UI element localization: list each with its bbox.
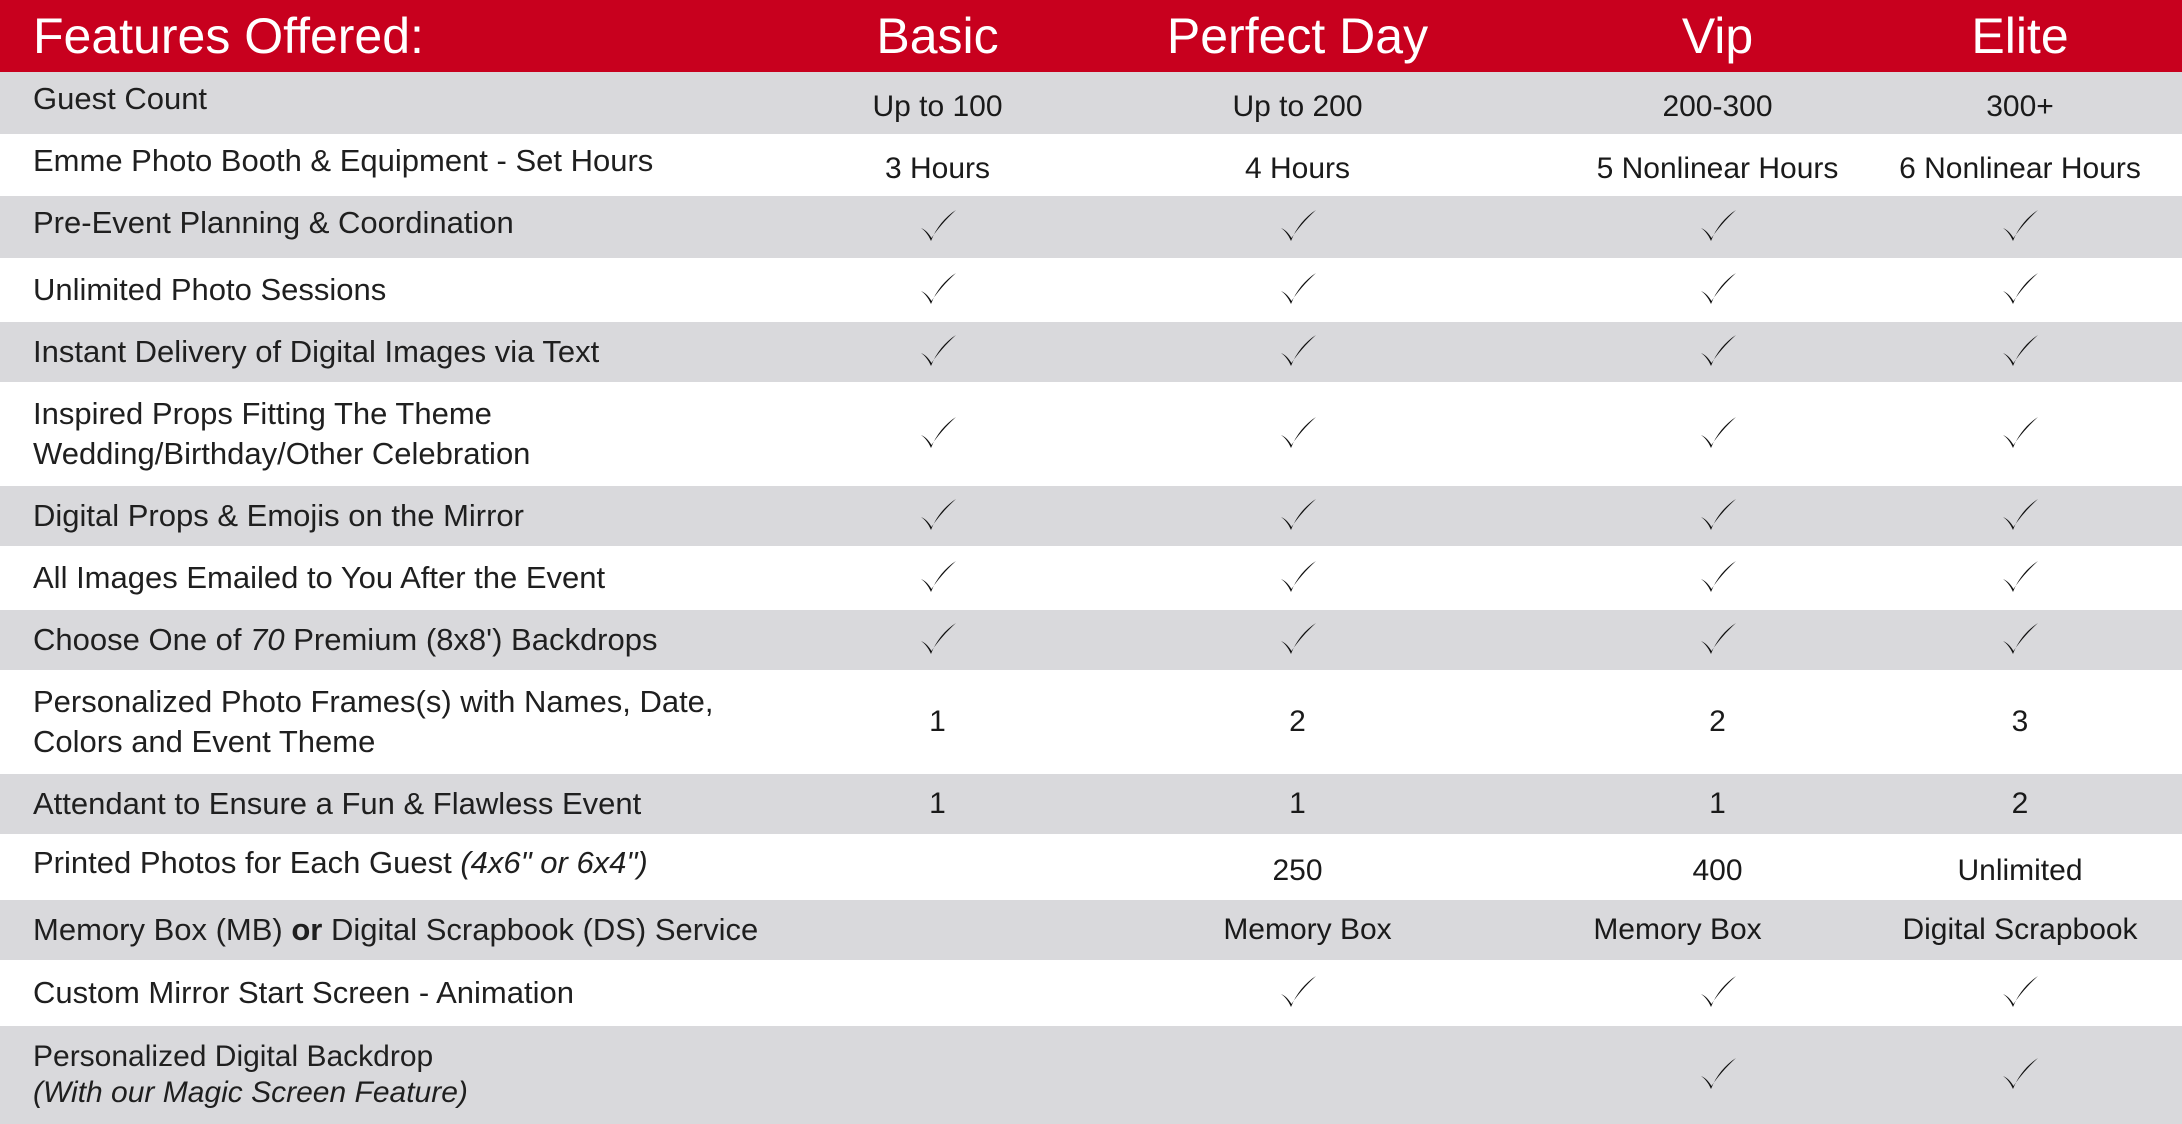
value-elite: Unlimited xyxy=(1957,854,2083,887)
value-perfect-day: 4 Hours xyxy=(1244,152,1351,185)
value-basic: 3 Hours xyxy=(884,152,991,185)
feature-label: Attendant to Ensure a Fun & Flawless Event xyxy=(33,786,642,821)
value-vip: 1 xyxy=(1709,787,1726,820)
table-row-printed xyxy=(0,834,2182,900)
feature-label: Guest Count xyxy=(33,81,208,116)
value-vip: Memory Box xyxy=(1593,913,1762,946)
check-icon xyxy=(1120,382,1475,486)
value-perfect-day: 1 xyxy=(1289,787,1306,820)
feature-label: All Images Emailed to You After the Event xyxy=(33,560,606,595)
value-elite: 2 xyxy=(2011,787,2029,820)
table-row-sessions xyxy=(0,258,2182,322)
package-elite-heading: Elite xyxy=(1971,8,2069,64)
table-row-props xyxy=(0,382,2182,486)
table-row-booth-hours xyxy=(0,134,2182,196)
check-icon xyxy=(1525,1026,1910,1124)
check-icon xyxy=(1880,486,2160,546)
check-icon xyxy=(1120,486,1475,546)
table-row-emailed xyxy=(0,546,2182,610)
check-icon xyxy=(1525,196,1910,258)
check-icon xyxy=(1120,258,1475,322)
value-elite: 3 xyxy=(2011,705,2029,738)
check-icon xyxy=(1525,546,1910,610)
value-elite: 6 Nonlinear Hours xyxy=(1899,152,2141,185)
check-icon xyxy=(800,382,1075,486)
package-basic-heading: Basic xyxy=(876,8,999,64)
feature-label-number: 70 xyxy=(250,622,285,657)
value-vip: 400 xyxy=(1692,854,1743,887)
check-icon xyxy=(1525,382,1910,486)
value-basic: 1 xyxy=(929,705,946,738)
feature-label-post: Digital Scrapbook (DS) Service xyxy=(322,912,759,947)
check-icon xyxy=(1120,960,1475,1026)
check-icon xyxy=(800,196,1075,258)
feature-label-line2: Wedding/Birthday/Other Celebration xyxy=(33,436,531,471)
table-row-backdrops xyxy=(0,610,2182,670)
check-icon xyxy=(800,486,1075,546)
feature-label-line1: Personalized Digital Backdrop xyxy=(33,1040,434,1073)
check-icon xyxy=(1525,610,1910,670)
value-perfect-day: Up to 200 xyxy=(1232,90,1363,123)
value-perfect-day: 2 xyxy=(1289,705,1306,738)
table-row-start-screen xyxy=(0,960,2182,1026)
feature-label-line1: Inspired Props Fitting The Theme xyxy=(33,396,492,431)
check-icon xyxy=(1120,610,1475,670)
value-perfect-day: 250 xyxy=(1272,854,1323,887)
feature-label-line2: (With our Magic Screen Feature) xyxy=(33,1076,468,1109)
value-vip: 200-300 xyxy=(1662,90,1773,123)
table-row-frames xyxy=(0,670,2182,774)
value-basic xyxy=(800,900,1075,960)
check-icon xyxy=(800,258,1075,322)
check-icon xyxy=(1525,258,1910,322)
table-row-digital-props xyxy=(0,486,2182,546)
feature-label xyxy=(33,910,758,950)
feature-label: Pre-Event Planning & Coordination xyxy=(33,205,514,240)
check-icon xyxy=(1880,196,2160,258)
check-icon xyxy=(1525,960,1910,1026)
table-row-planning xyxy=(0,196,2182,258)
check-icon xyxy=(1880,1026,2160,1124)
table-row-attendant xyxy=(0,774,2182,834)
value-basic: 1 xyxy=(929,787,946,820)
feature-label-post: Premium (8x8') Backdrops xyxy=(284,622,658,657)
feature-label: Custom Mirror Start Screen - Animation xyxy=(33,975,574,1010)
feature-label xyxy=(33,620,658,660)
feature-label-pre: Memory Box (MB) xyxy=(33,912,292,947)
feature-label-bold: or xyxy=(291,912,323,947)
check-icon xyxy=(1880,546,2160,610)
features-offered-heading: Features Offered: xyxy=(33,8,424,64)
check-icon xyxy=(1525,322,1910,382)
feature-label: Digital Props & Emojis on the Mirror xyxy=(33,498,524,533)
feature-label: Unlimited Photo Sessions xyxy=(33,272,387,307)
table-header xyxy=(0,0,2182,72)
feature-label xyxy=(33,843,648,883)
check-icon xyxy=(1120,546,1475,610)
check-icon xyxy=(1880,322,2160,382)
value-elite: 300+ xyxy=(1986,90,2054,123)
check-icon xyxy=(800,322,1075,382)
feature-label: Instant Delivery of Digital Images via Text xyxy=(33,334,600,369)
check-icon xyxy=(1880,610,2160,670)
check-icon xyxy=(1120,322,1475,382)
package-perfect-day-heading: Perfect Day xyxy=(1166,8,1429,64)
value-basic: Up to 100 xyxy=(872,90,1003,123)
feature-label-pre: Printed Photos for Each Guest xyxy=(33,845,461,880)
feature-label-line1: Personalized Photo Frames(s) with Names, Date, xyxy=(33,684,714,719)
table-row-instant-delivery xyxy=(0,322,2182,382)
check-icon xyxy=(1525,486,1910,546)
check-icon xyxy=(800,546,1075,610)
check-icon xyxy=(1880,258,2160,322)
feature-label: Emme Photo Booth & Equipment - Set Hours xyxy=(33,143,654,178)
value-vip: 2 xyxy=(1709,705,1726,738)
package-vip-heading: Vip xyxy=(1681,8,1754,64)
table-row-guest-count xyxy=(0,72,2182,134)
check-icon xyxy=(800,610,1075,670)
value-elite: Digital Scrapbook xyxy=(1902,913,2138,946)
value-vip: 5 Nonlinear Hours xyxy=(1596,152,1839,185)
feature-label-italic: (4x6" or 6x4") xyxy=(460,845,648,880)
check-icon xyxy=(1120,196,1475,258)
value-basic xyxy=(800,838,1075,904)
feature-label-line2: Colors and Event Theme xyxy=(33,724,376,759)
check-icon xyxy=(1880,960,2160,1026)
table-row-memory xyxy=(0,900,2182,960)
check-icon xyxy=(1880,382,2160,486)
table-row-digital-backdrop xyxy=(0,1026,2182,1124)
feature-label-pre: Choose One of xyxy=(33,622,251,657)
value-perfect-day: Memory Box xyxy=(1223,913,1392,946)
